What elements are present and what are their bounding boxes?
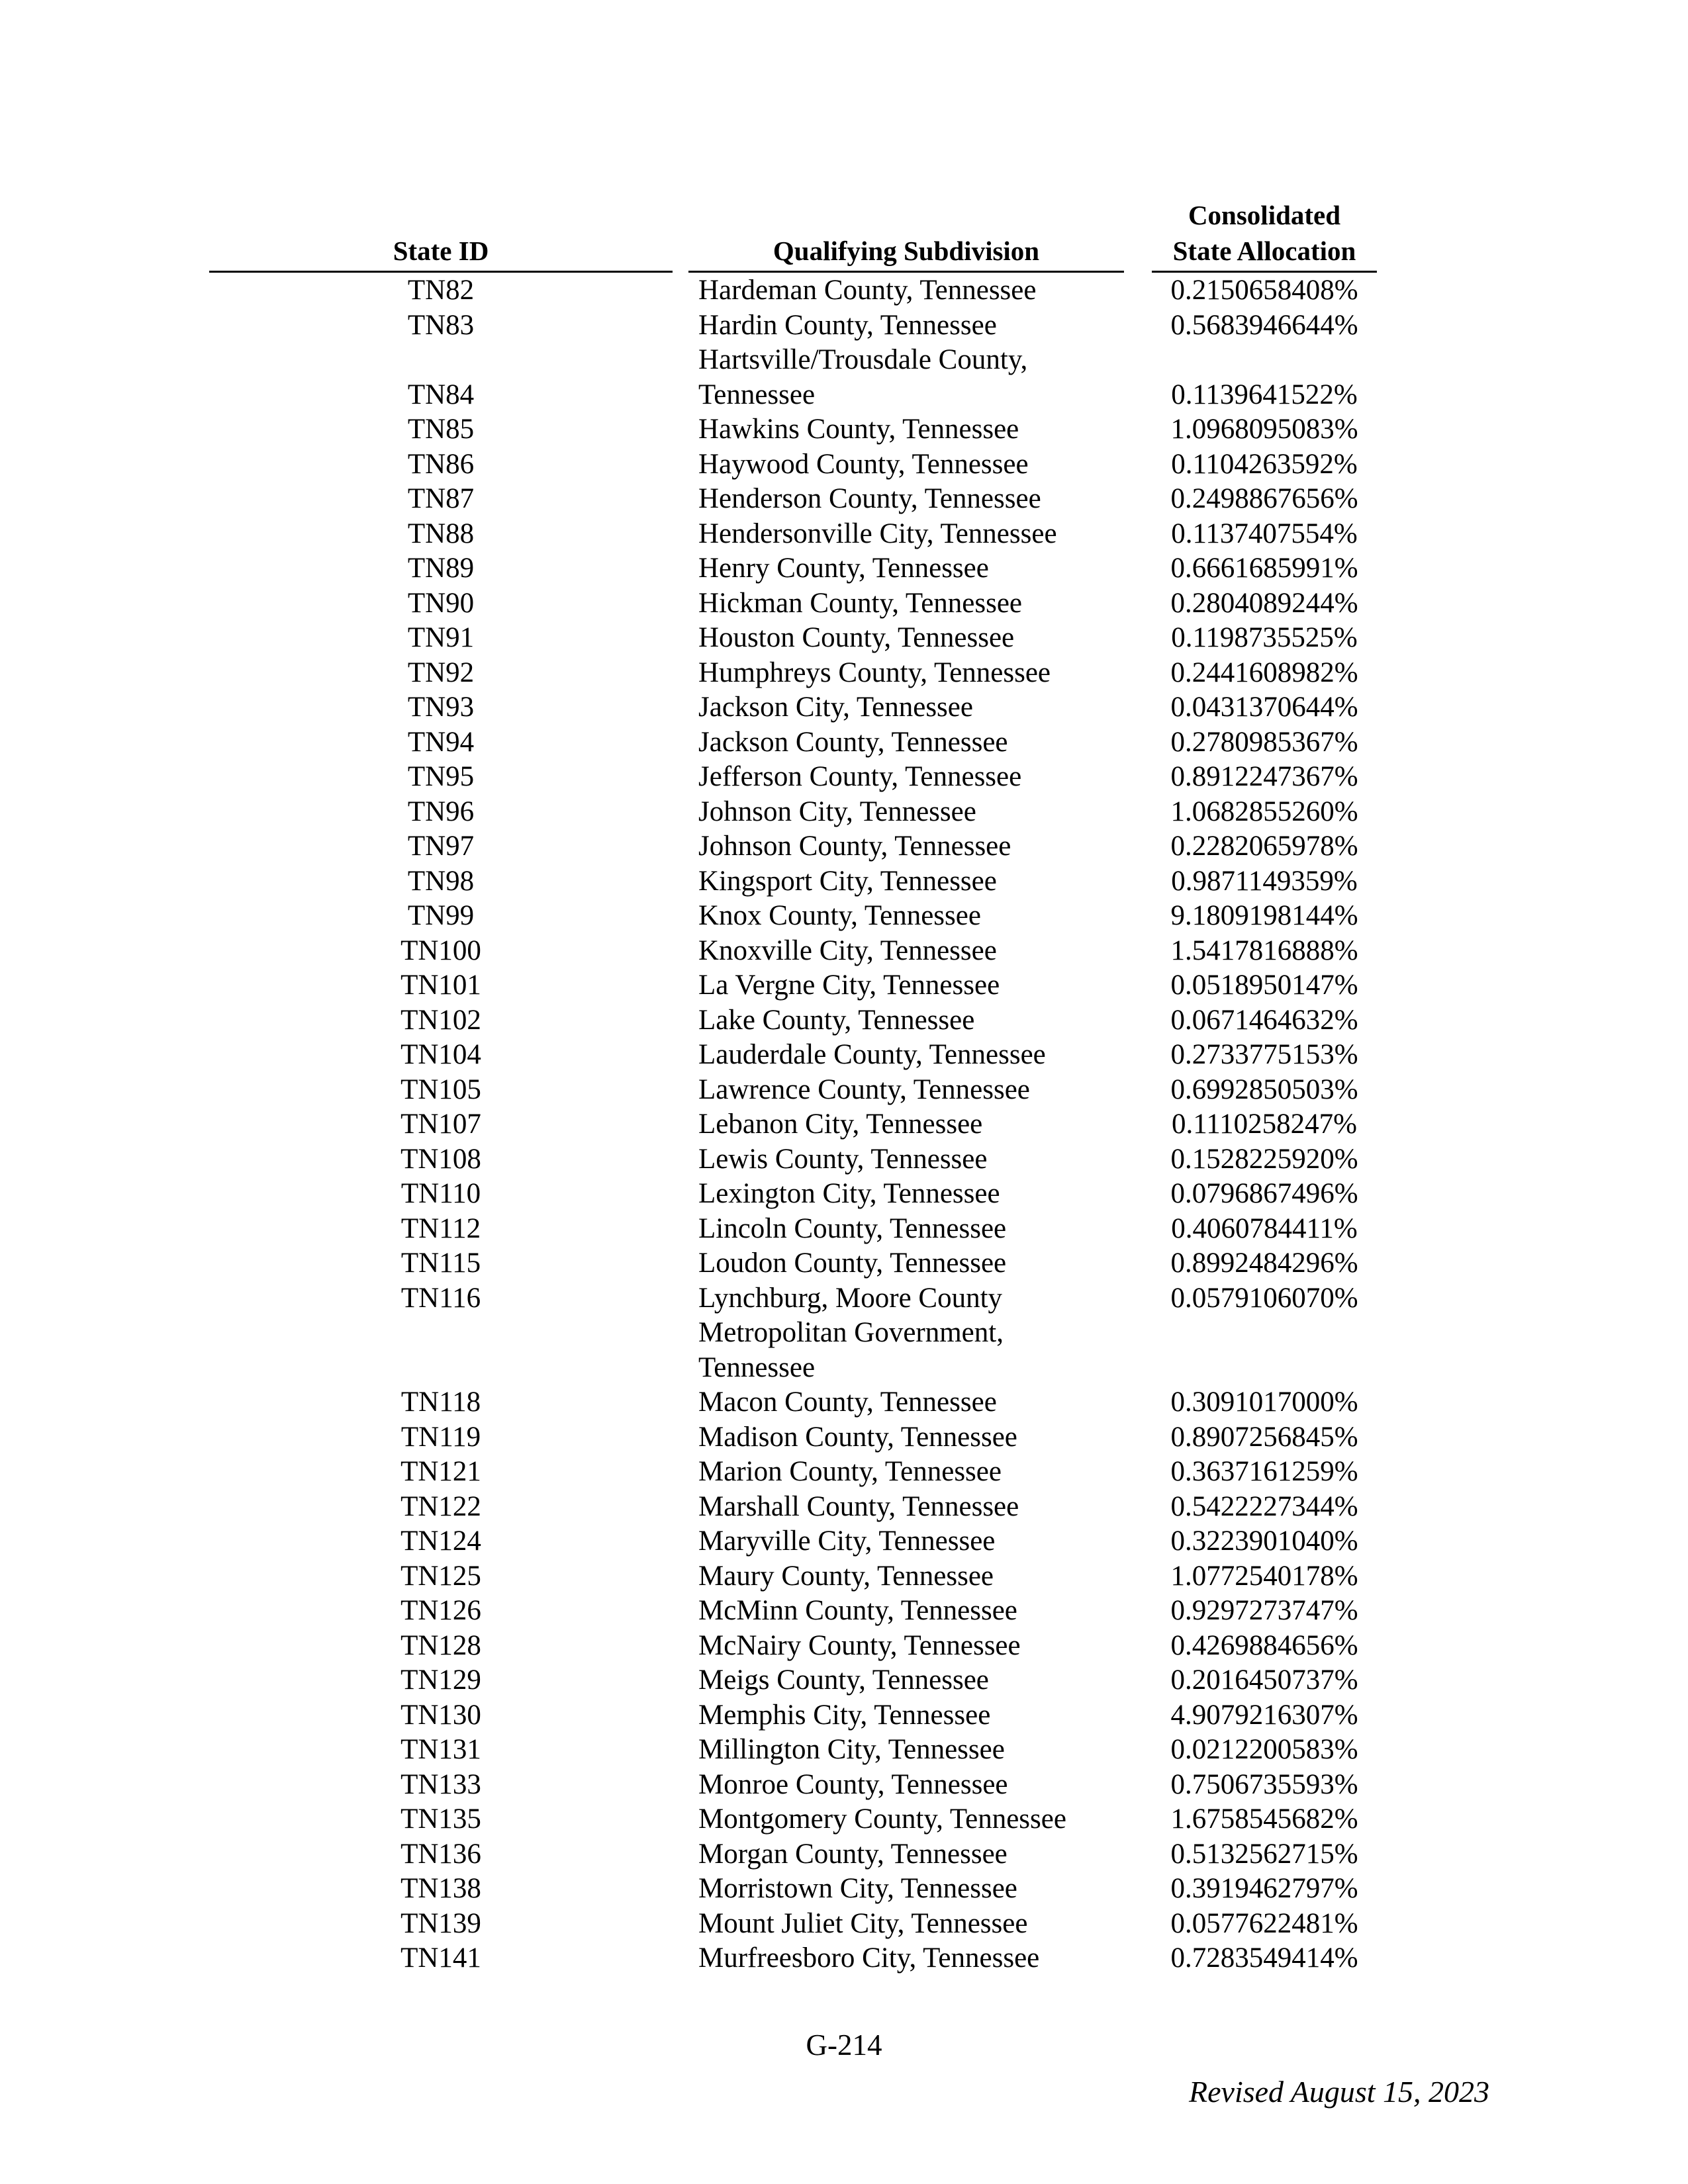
- subdivision-cell: [698, 1107, 1122, 1142]
- state-id-cell: TN98: [407, 865, 475, 897]
- subdivision-line: Marshall County, Tennessee: [698, 1490, 1019, 1522]
- state-id-cell: TN110: [400, 1178, 481, 1209]
- table-row: [0, 1802, 1688, 1837]
- subdivision-cell: [698, 1802, 1122, 1837]
- table-row: [0, 343, 1688, 412]
- allocation-cell: 0.5132562715%: [1170, 1838, 1358, 1870]
- state-id-cell: TN131: [400, 1734, 481, 1765]
- subdivision-cell: [698, 551, 1122, 586]
- state-id-cell: TN121: [400, 1456, 481, 1487]
- subdivision-cell: [698, 343, 1122, 412]
- state-id-cell: TN102: [400, 1004, 481, 1036]
- subdivision-cell: [698, 1142, 1122, 1177]
- state-id-cell: TN99: [407, 900, 475, 931]
- table-row: [0, 1142, 1688, 1177]
- subdivision-line: Monroe County, Tennessee: [698, 1768, 1008, 1800]
- table-row: [0, 1907, 1688, 1942]
- subdivision-line: Loudon County, Tennessee: [698, 1248, 1007, 1279]
- subdivision-line: Meigs County, Tennessee: [698, 1664, 989, 1696]
- state-id-cell: TN86: [407, 448, 475, 480]
- table-row: [0, 551, 1688, 586]
- allocation-cell: 0.3223901040%: [1170, 1525, 1358, 1557]
- allocation-cell: 0.0431370644%: [1170, 692, 1358, 723]
- allocation-cell: 1.0772540178%: [1170, 1560, 1358, 1592]
- table-row: [0, 1768, 1688, 1803]
- table-row: [0, 1003, 1688, 1038]
- table-row: [0, 725, 1688, 760]
- subdivision-line: Humphreys County, Tennessee: [698, 657, 1051, 688]
- state-id-cell: TN82: [407, 275, 475, 306]
- allocation-cell: 0.4060784411%: [1171, 1212, 1358, 1244]
- subdivision-line: Lewis County, Tennessee: [698, 1143, 988, 1175]
- subdivision-cell: [698, 1698, 1122, 1733]
- allocation-cell: 0.0796867496%: [1170, 1178, 1358, 1209]
- subdivision-line: Lauderdale County, Tennessee: [698, 1039, 1046, 1070]
- table-row: [0, 1073, 1688, 1108]
- allocation-cell: 0.6661685991%: [1170, 553, 1358, 584]
- table-row: [0, 968, 1688, 1003]
- subdivision-line: Hickman County, Tennessee: [698, 587, 1022, 619]
- allocation-cell: 0.4269884656%: [1170, 1629, 1358, 1661]
- state-id-cell: TN94: [407, 726, 475, 758]
- table-row: [0, 1698, 1688, 1733]
- subdivision-line: McMinn County, Tennessee: [698, 1595, 1017, 1626]
- state-id-cell: TN93: [407, 692, 475, 723]
- state-id-cell: TN112: [400, 1212, 481, 1244]
- table-row: [0, 656, 1688, 691]
- table-row: [0, 482, 1688, 517]
- subdivision-line: Knox County, Tennessee: [698, 900, 981, 931]
- allocation-cell: 0.2282065978%: [1170, 831, 1358, 862]
- state-id-cell: TN126: [400, 1595, 481, 1626]
- header-rule-state-id: [209, 271, 673, 273]
- state-id-cell: TN128: [400, 1629, 481, 1661]
- subdivision-line: Lebanon City, Tennessee: [698, 1109, 983, 1140]
- header-subdivision: Qualifying Subdivision: [773, 236, 1040, 266]
- allocation-cell: 0.6992850503%: [1170, 1073, 1358, 1105]
- allocation-cell: 0.0671464632%: [1170, 1004, 1358, 1036]
- allocation-cell: 0.2150658408%: [1170, 275, 1358, 306]
- subdivision-line: Morgan County, Tennessee: [698, 1838, 1008, 1870]
- subdivision-line: Hartsville/Trousdale County,: [698, 344, 1028, 375]
- subdivision-line: Mount Juliet City, Tennessee: [698, 1907, 1028, 1939]
- subdivision-cell: [698, 1629, 1122, 1664]
- page-number: G-214: [806, 2028, 882, 2062]
- header-state-id: State ID: [393, 236, 489, 266]
- allocation-cell: 0.5683946644%: [1170, 309, 1358, 341]
- subdivision-line: Maury County, Tennessee: [698, 1560, 994, 1592]
- state-id-cell: TN105: [400, 1073, 481, 1105]
- allocation-cell: 0.3637161259%: [1170, 1456, 1358, 1487]
- allocation-cell: 0.0577622481%: [1170, 1907, 1358, 1939]
- allocation-cell: 0.1198735525%: [1171, 622, 1358, 653]
- state-id-cell: TN83: [407, 309, 475, 341]
- allocation-cell: 0.0212200583%: [1170, 1734, 1358, 1765]
- allocation-cell: 0.8912247367%: [1170, 761, 1358, 792]
- table-row: [0, 1663, 1688, 1698]
- table-row: [0, 1281, 1688, 1386]
- subdivision-line: Hardeman County, Tennessee: [698, 275, 1037, 306]
- allocation-cell: 0.8992484296%: [1170, 1248, 1358, 1279]
- subdivision-line: Johnson City, Tennessee: [698, 796, 976, 827]
- subdivision-cell: [698, 899, 1122, 934]
- subdivision-line: Lexington City, Tennessee: [698, 1178, 1000, 1209]
- state-id-cell: TN84: [407, 379, 475, 410]
- subdivision-cell: [698, 934, 1122, 969]
- allocation-cell: 0.1139641522%: [1171, 379, 1358, 410]
- state-id-cell: TN85: [407, 414, 475, 445]
- subdivision-cell: [698, 968, 1122, 1003]
- state-id-cell: TN141: [400, 1942, 481, 1974]
- subdivision-cell: [698, 1073, 1122, 1108]
- header-allocation-line2: State Allocation: [1172, 236, 1356, 266]
- state-id-cell: TN108: [400, 1143, 481, 1175]
- table-row: [0, 1246, 1688, 1281]
- subdivision-line: Millington City, Tennessee: [698, 1734, 1005, 1765]
- state-id-cell: TN135: [400, 1803, 481, 1835]
- subdivision-cell: [698, 829, 1122, 864]
- table-row: [0, 1872, 1688, 1907]
- state-id-cell: TN87: [407, 483, 475, 514]
- table-row: [0, 934, 1688, 969]
- state-id-cell: TN115: [400, 1248, 481, 1279]
- allocation-cell: 0.1110258247%: [1172, 1109, 1357, 1140]
- table-row: [0, 1490, 1688, 1525]
- subdivision-line: Jefferson County, Tennessee: [698, 761, 1022, 792]
- subdivision-line: Tennessee: [698, 1351, 816, 1383]
- table-row: [0, 1455, 1688, 1490]
- subdivision-cell: [698, 725, 1122, 760]
- allocation-cell: 0.0518950147%: [1170, 970, 1358, 1001]
- subdivision-line: Lawrence County, Tennessee: [698, 1073, 1030, 1105]
- allocation-cell: 0.2498867656%: [1170, 483, 1358, 514]
- state-id-cell: TN119: [400, 1421, 481, 1453]
- subdivision-line: Henry County, Tennessee: [698, 553, 989, 584]
- state-id-cell: TN133: [400, 1768, 481, 1800]
- table-row: [0, 864, 1688, 899]
- allocation-cell: 1.5417816888%: [1170, 934, 1358, 966]
- state-id-cell: TN136: [400, 1838, 481, 1870]
- state-id-cell: TN88: [407, 518, 475, 549]
- subdivision-line: Hardin County, Tennessee: [698, 309, 997, 341]
- table-row: [0, 517, 1688, 552]
- state-id-cell: TN92: [407, 657, 475, 688]
- subdivision-cell: [698, 1559, 1122, 1594]
- allocation-cell: 1.0968095083%: [1170, 414, 1358, 445]
- subdivision-cell: [698, 760, 1122, 795]
- allocation-cell: 0.2733775153%: [1170, 1039, 1358, 1070]
- subdivision-cell: [698, 412, 1122, 447]
- subdivision-cell: [698, 1524, 1122, 1559]
- subdivision-cell: [698, 1385, 1122, 1420]
- subdivision-line: Macon County, Tennessee: [698, 1387, 997, 1418]
- allocation-cell: 4.9079216307%: [1170, 1699, 1358, 1731]
- subdivision-line: Johnson County, Tennessee: [698, 831, 1011, 862]
- allocation-cell: 1.0682855260%: [1170, 796, 1358, 827]
- allocation-cell: 0.2441608982%: [1170, 657, 1358, 688]
- state-id-cell: TN104: [400, 1039, 481, 1070]
- header-rule-allocation: [1152, 271, 1377, 273]
- table-row: [0, 1733, 1688, 1768]
- subdivision-cell: [698, 586, 1122, 621]
- subdivision-line: Memphis City, Tennessee: [698, 1699, 991, 1731]
- state-id-cell: TN107: [400, 1109, 481, 1140]
- subdivision-cell: [698, 1733, 1122, 1768]
- subdivision-cell: [698, 273, 1122, 308]
- subdivision-cell: [698, 795, 1122, 830]
- state-id-cell: TN96: [407, 796, 475, 827]
- subdivision-cell: [698, 621, 1122, 656]
- table-row: [0, 1837, 1688, 1872]
- subdivision-cell: [698, 1490, 1122, 1525]
- header-allocation: [1152, 197, 1377, 269]
- table-row: [0, 1629, 1688, 1664]
- subdivision-line: Tennessee: [698, 379, 816, 410]
- subdivision-cell: [698, 864, 1122, 899]
- state-id-cell: TN139: [400, 1907, 481, 1939]
- allocation-cell: 0.3919462797%: [1170, 1873, 1358, 1904]
- allocation-cell: 0.8907256845%: [1170, 1421, 1358, 1453]
- subdivision-line: Murfreesboro City, Tennessee: [698, 1942, 1040, 1974]
- subdivision-cell: [698, 656, 1122, 691]
- subdivision-line: La Vergne City, Tennessee: [698, 970, 1000, 1001]
- table-row: [0, 1941, 1688, 1976]
- state-id-cell: TN97: [407, 831, 475, 862]
- subdivision-cell: [698, 1663, 1122, 1698]
- table-row: [0, 829, 1688, 864]
- table-row: [0, 1385, 1688, 1420]
- subdivision-cell: [698, 1455, 1122, 1490]
- table-row: [0, 1038, 1688, 1073]
- allocation-cell: 0.7506735593%: [1170, 1768, 1358, 1800]
- subdivision-line: McNairy County, Tennessee: [698, 1629, 1021, 1661]
- table-row: [0, 1559, 1688, 1594]
- subdivision-line: Knoxville City, Tennessee: [698, 934, 997, 966]
- subdivision-cell: [698, 1594, 1122, 1629]
- state-id-cell: TN129: [400, 1664, 481, 1696]
- state-id-cell: TN130: [400, 1699, 481, 1731]
- revised-date: Revised August 15, 2023: [1189, 2075, 1489, 2109]
- state-id-cell: TN100: [400, 934, 481, 966]
- table-row: [0, 412, 1688, 447]
- table-row: [0, 586, 1688, 621]
- subdivision-cell: [698, 1941, 1122, 1976]
- subdivision-line: Hendersonville City, Tennessee: [698, 518, 1057, 549]
- state-id-cell: TN95: [407, 761, 475, 792]
- state-id-cell: TN116: [400, 1282, 481, 1314]
- table-row: [0, 621, 1688, 656]
- subdivision-line: Jackson City, Tennessee: [698, 692, 973, 723]
- subdivision-line: Hawkins County, Tennessee: [698, 414, 1019, 445]
- subdivision-cell: [698, 1768, 1122, 1803]
- subdivision-line: Metropolitan Government,: [698, 1317, 1004, 1348]
- allocation-cell: 0.9871149359%: [1171, 865, 1358, 897]
- allocation-cell: 0.1137407554%: [1171, 518, 1358, 549]
- subdivision-line: Montgomery County, Tennessee: [698, 1803, 1066, 1835]
- allocation-cell: 0.3091017000%: [1170, 1387, 1358, 1418]
- state-id-cell: TN138: [400, 1873, 481, 1904]
- subdivision-line: Marion County, Tennessee: [698, 1456, 1002, 1487]
- subdivision-cell: [698, 1003, 1122, 1038]
- subdivision-cell: [698, 1281, 1122, 1386]
- table-row: [0, 795, 1688, 830]
- allocation-cell: 0.9297273747%: [1170, 1595, 1358, 1626]
- table-row: [0, 690, 1688, 725]
- subdivision-line: Lynchburg, Moore County: [698, 1282, 1003, 1314]
- allocation-cell: 9.1809198144%: [1170, 900, 1358, 931]
- subdivision-cell: [698, 1872, 1122, 1907]
- subdivision-line: Maryville City, Tennessee: [698, 1525, 996, 1557]
- table-row: [0, 1420, 1688, 1455]
- table-row: [0, 1524, 1688, 1559]
- subdivision-cell: [698, 1038, 1122, 1073]
- state-id-cell: TN91: [407, 622, 475, 653]
- subdivision-line: Kingsport City, Tennessee: [698, 865, 997, 897]
- subdivision-line: Morristown City, Tennessee: [698, 1873, 1017, 1904]
- subdivision-line: Jackson County, Tennessee: [698, 726, 1008, 758]
- table-row: [0, 1212, 1688, 1247]
- allocation-cell: 0.0579106070%: [1170, 1282, 1358, 1314]
- subdivision-line: Lincoln County, Tennessee: [698, 1212, 1007, 1244]
- allocation-cell: 0.5422227344%: [1170, 1490, 1358, 1522]
- allocation-cell: 0.2016450737%: [1170, 1664, 1358, 1696]
- subdivision-cell: [698, 308, 1122, 343]
- state-id-cell: TN89: [407, 553, 475, 584]
- subdivision-line: Haywood County, Tennessee: [698, 448, 1029, 480]
- subdivision-cell: [698, 690, 1122, 725]
- subdivision-line: Madison County, Tennessee: [698, 1421, 1017, 1453]
- allocation-cell: 0.1104263592%: [1171, 448, 1358, 480]
- allocation-cell: 0.2780985367%: [1170, 726, 1358, 758]
- subdivision-cell: [698, 517, 1122, 552]
- subdivision-cell: [698, 482, 1122, 517]
- subdivision-line: Houston County, Tennessee: [698, 622, 1015, 653]
- table-row: [0, 760, 1688, 795]
- subdivision-cell: [698, 1177, 1122, 1212]
- subdivision-cell: [698, 1212, 1122, 1247]
- state-id-cell: TN124: [400, 1525, 481, 1557]
- state-id-cell: TN122: [400, 1490, 481, 1522]
- table-row: [0, 308, 1688, 343]
- table-body: [0, 273, 1688, 1976]
- state-id-cell: TN118: [400, 1387, 481, 1418]
- header-allocation-line1: Consolidated: [1188, 200, 1341, 230]
- allocation-cell: 0.1528225920%: [1170, 1143, 1358, 1175]
- allocation-cell: 1.6758545682%: [1170, 1803, 1358, 1835]
- subdivision-cell: [698, 1837, 1122, 1872]
- table-row: [0, 1594, 1688, 1629]
- subdivision-line: Henderson County, Tennessee: [698, 483, 1041, 514]
- state-id-cell: TN101: [400, 970, 481, 1001]
- table-row: [0, 899, 1688, 934]
- state-id-cell: TN90: [407, 587, 475, 619]
- allocation-cell: 0.2804089244%: [1170, 587, 1358, 619]
- subdivision-cell: [698, 1907, 1122, 1942]
- state-id-cell: TN125: [400, 1560, 481, 1592]
- table-row: [0, 1107, 1688, 1142]
- allocation-cell: 0.7283549414%: [1170, 1942, 1358, 1974]
- header-rule-subdivision: [688, 271, 1124, 273]
- table-row: [0, 273, 1688, 308]
- subdivision-line: Lake County, Tennessee: [698, 1004, 975, 1036]
- subdivision-cell: [698, 447, 1122, 482]
- table-row: [0, 447, 1688, 482]
- table-row: [0, 1177, 1688, 1212]
- subdivision-cell: [698, 1420, 1122, 1455]
- subdivision-cell: [698, 1246, 1122, 1281]
